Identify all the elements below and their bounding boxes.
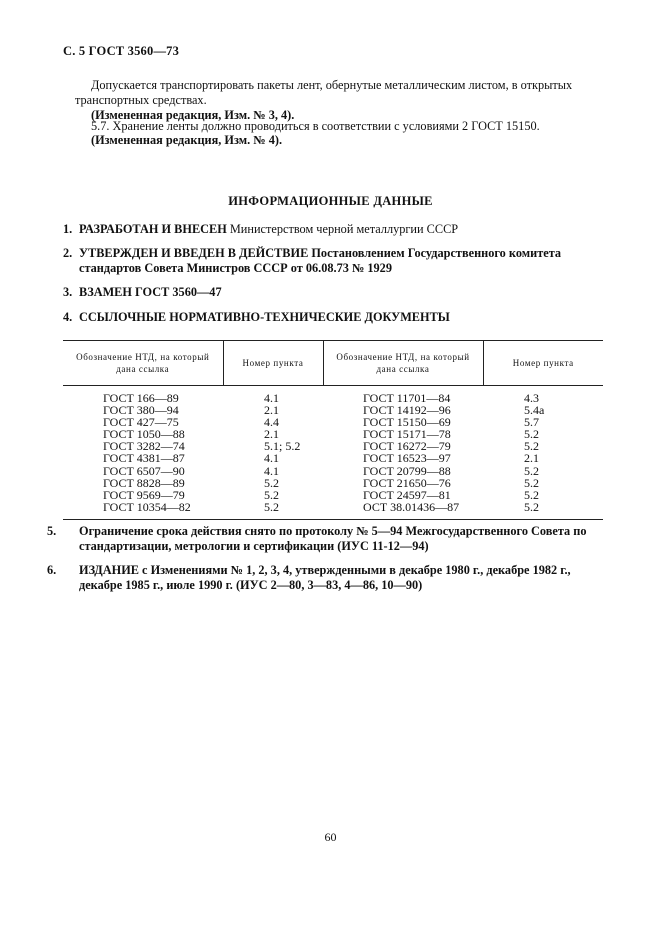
table-cell: ГОСТ 15150—69 — [363, 415, 451, 430]
table-cell: ГОСТ 8828—89 — [103, 475, 185, 490]
info-item-2 — [63, 246, 603, 276]
table-cell: ГОСТ 14192—96 — [363, 403, 451, 418]
amendment-note-2: (Измененная редакция, Изм. № 4). — [91, 133, 283, 147]
info-item-4 — [63, 310, 603, 325]
table-cell: 5.2 — [264, 475, 279, 490]
info-item-3 — [63, 285, 603, 300]
table-cell: 5.2 — [524, 439, 539, 454]
table-cell: 5.2 — [264, 487, 279, 502]
storage-paragraph: 5.7. Хранение ленты должно проводиться в соответствии с условиями 2 ГОСТ 15150. — [91, 119, 540, 133]
table-cell: 5.2 — [223, 501, 323, 520]
info-item-5 — [47, 524, 603, 554]
info-item-1 — [63, 222, 603, 237]
column-header: Номер пункта — [223, 341, 323, 386]
info-section-title: ИНФОРМАЦИОННЫЕ ДАННЫЕ — [228, 194, 433, 208]
item-heading: УТВЕРЖДЕН И ВВЕДЕН В ДЕЙСТВИЕ — [79, 246, 309, 260]
table-cell: ГОСТ 380—94 — [103, 403, 179, 418]
page-header: С. 5 ГОСТ 3560—73 — [63, 44, 180, 58]
table-cell: ГОСТ 166—89 — [103, 391, 179, 405]
table-cell: 4.1 — [264, 391, 279, 405]
table-row — [63, 452, 603, 464]
table-cell: ОСТ 38.01436—87 — [323, 501, 483, 520]
table-cell: 2.1 — [524, 451, 539, 466]
item-number: 1. — [63, 222, 73, 236]
table-cell: 5.2 — [524, 463, 539, 478]
table-cell: ГОСТ 24597—81 — [363, 487, 451, 502]
table-cell: 5.2 — [524, 487, 539, 502]
table-cell: ГОСТ 1050—88 — [103, 427, 185, 442]
table-cell: 5.2 — [524, 475, 539, 490]
item-number: 5. — [47, 524, 57, 538]
table-cell: 5.2 — [483, 501, 603, 520]
table-cell: ГОСТ 6507—90 — [103, 463, 185, 478]
table-cell: 2.1 — [264, 427, 279, 442]
table-cell: 4.1 — [264, 463, 279, 478]
column-header: Обозначение НТД, на который дана ссылка — [63, 341, 223, 386]
table-cell: ГОСТ 16272—79 — [363, 439, 451, 454]
table-cell: 4.4 — [264, 415, 279, 430]
table-cell: ГОСТ 4381—87 — [103, 451, 185, 466]
item-heading: ВЗАМЕН ГОСТ 3560—47 — [79, 285, 222, 299]
item-heading: Ограничение срока действия снято по протоколу № 5—94 Межгосударственного Совета по стандартизации, метрологии и сертификации (ИУС 11-12—94) — [79, 524, 587, 553]
table-cell: ГОСТ 9569—79 — [103, 487, 185, 502]
table-row — [63, 386, 603, 405]
item-text: Министерством черной металлургии СССР — [226, 222, 459, 236]
table-header-row — [63, 341, 603, 386]
item-number: 4. — [63, 310, 73, 324]
table-row — [63, 465, 603, 477]
transport-paragraph: Допускается транспортировать пакеты лент, обернутые металлическим листом, в открытых транспортных средствах. — [75, 78, 573, 107]
table-cell: 5.1; 5.2 — [264, 439, 301, 454]
table-cell: ГОСТ 427—75 — [103, 415, 179, 430]
table-cell: ГОСТ 20799—88 — [363, 463, 451, 478]
item-heading: ССЫЛОЧНЫЕ НОРМАТИВНО-ТЕХНИЧЕСКИЕ ДОКУМЕНТЫ — [79, 310, 450, 324]
table-cell: ГОСТ 3282—74 — [103, 439, 185, 454]
table-cell: 5.7 — [524, 415, 539, 430]
item-number: 2. — [63, 246, 73, 260]
item-text: Постановлением Государственного комитета стандартов Совета Министров СССР от 06.08.73 № 1929 — [79, 246, 562, 275]
table-cell: 5.2 — [524, 427, 539, 442]
reference-documents-table — [63, 340, 603, 520]
table-cell: ГОСТ 11701—84 — [363, 391, 451, 405]
table-cell: 4.3 — [524, 391, 539, 405]
column-header: Обозначение НТД, на который дана ссылка — [323, 341, 483, 386]
table-row — [63, 477, 603, 489]
item-heading: ИЗДАНИЕ с Изменениями № 1, 2, 3, 4, утвержденными в декабре 1980 г., декабре 1982 г., декабре 1985 г., июле 1990 г. (ИУС 2—80, 3—83, 4—86, 10—90) — [79, 563, 571, 592]
table-cell: 4.1 — [264, 451, 279, 466]
item-number: 6. — [47, 563, 57, 577]
table-cell: ГОСТ 16523—97 — [363, 451, 451, 466]
item-number: 3. — [63, 285, 73, 299]
table-cell: 2.1 — [264, 403, 279, 418]
page-number: 60 — [324, 830, 337, 844]
table-cell: 5.4а — [524, 403, 545, 418]
item-heading: РАЗРАБОТАН И ВНЕСЕН — [79, 222, 227, 236]
amendment-note-1: (Измененная редакция, Изм. № 3, 4). — [91, 108, 295, 122]
table-cell: ГОСТ 21650—76 — [363, 475, 451, 490]
column-header: Номер пункта — [483, 341, 603, 386]
table-row — [63, 501, 603, 520]
table-cell: ГОСТ 10354—82 — [63, 501, 223, 520]
info-item-6 — [47, 563, 603, 593]
table-cell: ГОСТ 15171—78 — [363, 427, 451, 442]
